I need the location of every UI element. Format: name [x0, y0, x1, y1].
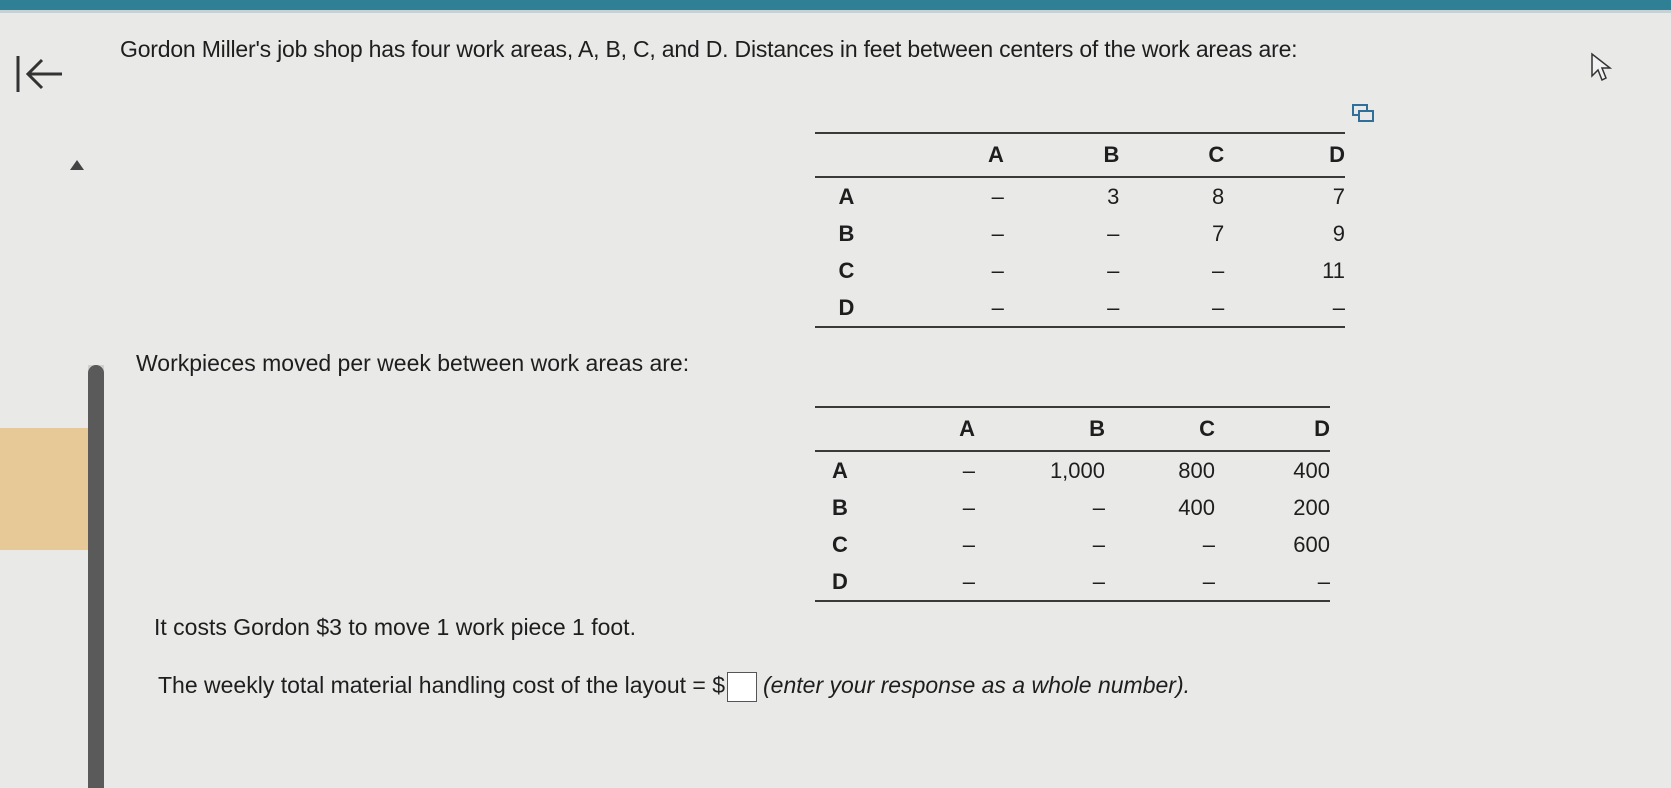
table-cell: – [1107, 257, 1120, 283]
collapse-left-icon [14, 52, 70, 96]
header-cell: C [1199, 416, 1215, 441]
table-cell: – [962, 494, 975, 520]
table-cell: – [962, 568, 975, 594]
answer-hint: (enter your response as a whole number). [763, 672, 1191, 699]
table-cell: – [1107, 294, 1120, 320]
table-cell: – [1092, 494, 1105, 520]
distance-table [815, 132, 1345, 328]
table-cell: – [991, 257, 1004, 283]
table-cell: – [962, 457, 975, 483]
header-cell [815, 407, 865, 451]
table-row [815, 451, 1330, 489]
top-accent-bar [0, 0, 1671, 10]
row-label: A [832, 457, 848, 483]
table-cell: – [1317, 568, 1330, 594]
side-highlight-strip [0, 428, 88, 550]
row-label: D [832, 568, 848, 594]
flow-table [815, 406, 1330, 602]
header-cell: B [1089, 416, 1105, 441]
header-cell: D [1329, 142, 1345, 167]
mouse-pointer-icon [1590, 52, 1612, 82]
table-cell: – [1202, 531, 1215, 557]
table-cell: 3 [1107, 183, 1120, 209]
table-cell: – [1332, 294, 1345, 320]
table-cell: – [1092, 531, 1105, 557]
header-cell: D [1314, 416, 1330, 441]
table-cell: 7 [1332, 183, 1345, 209]
row-label: C [832, 531, 848, 557]
table-cell: 11 [1322, 257, 1345, 283]
table-cell: 400 [1293, 457, 1330, 483]
table-row [815, 252, 1345, 289]
table-cell: 800 [1178, 457, 1215, 483]
table-cell: – [1212, 257, 1225, 283]
table-row [815, 489, 1330, 526]
answer-input[interactable] [727, 672, 757, 702]
table-cell: – [1107, 220, 1120, 246]
table-cell: 400 [1178, 494, 1215, 520]
table-header-row [815, 133, 1345, 177]
row-label: A [838, 183, 855, 209]
answer-line [158, 672, 1190, 702]
question-intro: Gordon Miller's job shop has four work areas, A, B, C, and D. Distances in feet between centers of the work areas are: [120, 36, 1298, 62]
table-cell: 8 [1212, 183, 1225, 209]
table-row [815, 289, 1345, 327]
flow-intro-text: Workpieces moved per week between work areas are: [136, 350, 690, 376]
table-cell: – [1212, 294, 1225, 320]
header-cell: C [1208, 142, 1225, 167]
table-row [815, 215, 1345, 252]
table-cell: 200 [1293, 494, 1330, 520]
header-cell: B [1103, 142, 1120, 167]
table-cell: – [991, 183, 1004, 209]
cost-statement: It costs Gordon $3 to move 1 work piece 1 foot. [154, 614, 636, 640]
header-cell: A [988, 142, 1004, 167]
table-row [815, 526, 1330, 563]
table-cell: – [1202, 568, 1215, 594]
header-cell: A [959, 416, 975, 441]
table-cell: 600 [1293, 531, 1330, 557]
table-header-row [815, 407, 1330, 451]
table-cell: 9 [1332, 220, 1345, 246]
row-label: B [832, 494, 848, 520]
table-row [815, 177, 1345, 215]
row-label: B [838, 220, 855, 246]
table-cell: – [962, 531, 975, 557]
answer-prefix: The weekly total material handling cost of the layout = $ [158, 672, 726, 699]
table-cell: – [991, 220, 1004, 246]
table-cell: – [991, 294, 1004, 320]
scrollbar-thumb[interactable] [88, 365, 104, 788]
collapse-panel-button[interactable] [14, 52, 70, 96]
header-cell [815, 133, 878, 177]
table-cell: – [1092, 568, 1105, 594]
table-cell: 7 [1212, 220, 1225, 246]
scroll-up-icon[interactable] [70, 160, 84, 170]
table-row [815, 563, 1330, 601]
row-label: D [838, 294, 855, 320]
table-cell: 1,000 [1049, 457, 1105, 483]
copy-table-icon[interactable] [1352, 104, 1374, 122]
row-label: C [838, 257, 855, 283]
